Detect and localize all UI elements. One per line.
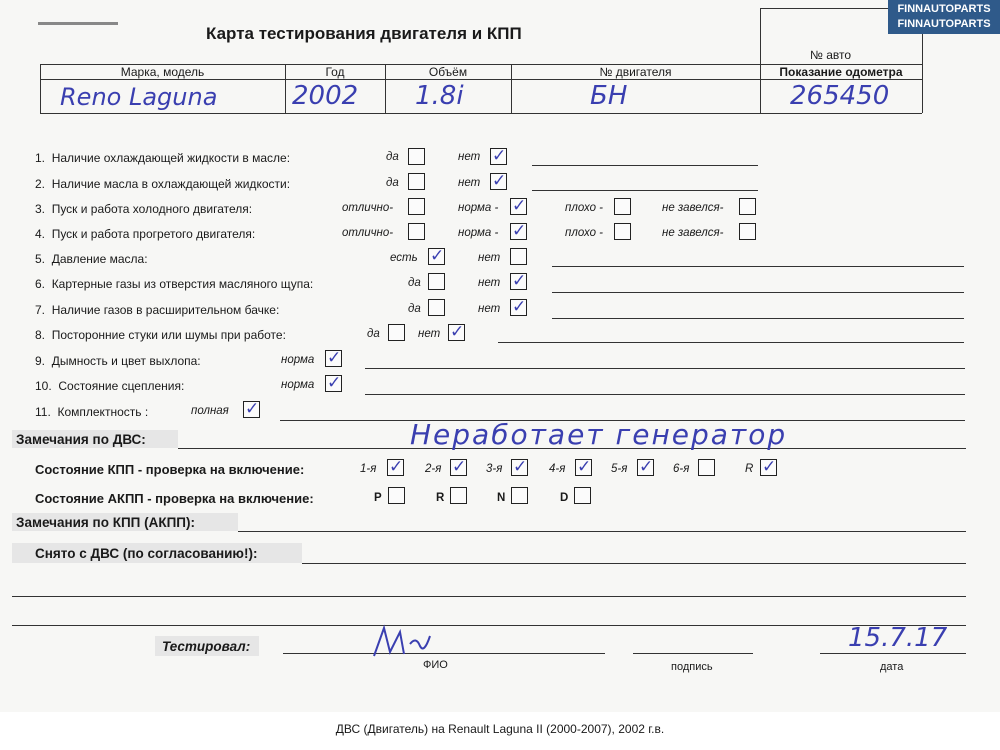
fio-line [283, 653, 605, 654]
checkbox-3-ploho[interactable] [614, 198, 631, 215]
akpp-r-label: R [436, 492, 445, 504]
remark-line [12, 596, 966, 597]
auto-no-label: № авто [810, 48, 852, 62]
gear-5-label: 5-я [611, 463, 628, 475]
item-number: 2. [35, 177, 46, 191]
checkbox-6-da[interactable] [428, 273, 445, 290]
item-8-label [35, 328, 286, 342]
date-line [820, 653, 966, 654]
option-otlichno: отлично- [342, 202, 394, 214]
checkmark: ✓ [450, 322, 465, 342]
engine-no-value: БН [590, 81, 628, 111]
checkbox-5-net[interactable] [510, 248, 527, 265]
checkbox-akpp-d[interactable] [574, 487, 591, 504]
remark-line [532, 165, 758, 166]
option-da: да [386, 151, 399, 163]
gear-6-label: 6-я [673, 463, 690, 475]
form-title: Карта тестирования двигателя и КПП [206, 24, 522, 43]
option-norma: норма [281, 354, 315, 366]
item-number: 8. [35, 328, 46, 342]
date-label: дата [880, 661, 904, 673]
option-ne-zavelsya: не завелся- [662, 227, 724, 239]
akpp-check-label: Состояние АКПП - проверка на включение: [35, 491, 314, 506]
col-odometer-header: Показание одометра [779, 65, 903, 79]
item-number: 11. [35, 405, 51, 419]
watermark-logo [888, 0, 1000, 34]
item-text: Дымность и цвет выхлопа: [51, 354, 201, 368]
option-net: нет [458, 177, 481, 189]
removed-label: Снято с ДВС (по согласованию!): [35, 546, 258, 561]
remark-line [365, 368, 965, 369]
sign-label: подпись [671, 661, 713, 673]
col-model-header: Марка, модель [120, 65, 205, 79]
kpp-remarks-label: Замечания по КПП (АКПП): [16, 515, 195, 530]
checkmark: ✓ [513, 457, 528, 477]
remark-line [12, 625, 966, 626]
checkmark: ✓ [762, 457, 777, 477]
item-text: Наличие охлаждающей жидкости в масле: [51, 151, 291, 165]
remark-line [498, 342, 964, 343]
checkmark: ✓ [430, 246, 445, 266]
option-da: да [386, 177, 399, 189]
option-da: да [367, 328, 380, 340]
gear-4-label: 4-я [549, 463, 566, 475]
item-text: Наличие масла в охлаждающей жидкости: [51, 177, 291, 191]
item-text: Комплектность : [57, 405, 149, 419]
checkmark: ✓ [512, 196, 527, 216]
remark-line [552, 292, 964, 293]
item-number: 7. [35, 303, 46, 317]
item-9-label [35, 354, 201, 368]
option-ploho: плохо - [565, 227, 603, 239]
item-6-label [35, 277, 313, 291]
item-7-label [35, 303, 279, 317]
col-volume-header: Объём [428, 65, 468, 79]
tester-signature [370, 622, 440, 662]
table-bottom-line [40, 113, 922, 114]
option-net: нет [478, 277, 501, 289]
item-text: Давление масла: [51, 252, 148, 266]
akpp-n-label: N [497, 492, 506, 504]
item-text: Картерные газы из отверстия масляного щупа: [51, 277, 314, 291]
checkbox-akpp-n[interactable] [511, 487, 528, 504]
item-11-label [35, 405, 148, 419]
checkmark: ✓ [492, 146, 507, 166]
checkbox-4-ploho[interactable] [614, 223, 631, 240]
item-number: 5. [35, 252, 46, 266]
item-number: 9. [35, 354, 46, 368]
gear-3-label: 3-я [486, 463, 503, 475]
checkbox-1-da[interactable] [408, 148, 425, 165]
checkbox-2-da[interactable] [408, 173, 425, 190]
item-number: 1. [35, 151, 46, 165]
checkmark: ✓ [327, 373, 342, 393]
volume-value: 1.8i [415, 81, 464, 111]
item-text: Посторонние стуки или шумы при работе: [51, 328, 286, 342]
checkbox-gear-6[interactable] [698, 459, 715, 476]
item-number: 4. [35, 227, 46, 241]
remark-line [365, 394, 965, 395]
checkmark: ✓ [327, 348, 342, 368]
option-norma: норма - [458, 202, 499, 214]
option-da: да [408, 303, 421, 315]
auto-box-left [760, 8, 761, 64]
checkmark: ✓ [512, 221, 527, 241]
model-value: Reno Laguna [60, 83, 218, 111]
sheet-mark [38, 22, 118, 25]
item-text: Пуск и работа холодного двигателя: [51, 202, 253, 216]
checkbox-akpp-r[interactable] [450, 487, 467, 504]
item-4-label [35, 227, 255, 241]
option-net: нет [418, 328, 441, 340]
remark-line [532, 190, 758, 191]
option-net: нет [478, 303, 501, 315]
odometer-value: 265450 [790, 81, 890, 111]
option-polnaya: полная [191, 405, 229, 417]
sign-line [633, 653, 753, 654]
option-ploho: плохо - [565, 202, 603, 214]
watermark-line: FINNAUTOPARTS [897, 18, 991, 30]
option-da: да [408, 277, 421, 289]
item-1-label [35, 151, 290, 165]
option-net: нет [478, 252, 501, 264]
item-text: Пуск и работа прогретого двигателя: [51, 227, 256, 241]
remark-line [302, 563, 966, 564]
remark-line [238, 531, 966, 532]
item-3-label [35, 202, 252, 216]
item-number: 3. [35, 202, 46, 216]
checkbox-7-da[interactable] [428, 299, 445, 316]
item-2-label [35, 177, 290, 191]
year-value: 2002 [292, 81, 359, 111]
option-est: есть [390, 252, 418, 264]
checkmark: ✓ [512, 271, 527, 291]
col-year-header: Год [325, 65, 345, 79]
option-otlichno: отлично- [342, 227, 394, 239]
date-value: 15.7.17 [848, 623, 948, 653]
item-number: 10. [35, 379, 52, 393]
option-norma: норма - [458, 227, 499, 239]
kpp-check-label: Состояние КПП - проверка на включение: [35, 462, 305, 477]
checkbox-4-otlichno[interactable] [408, 223, 425, 240]
checkmark: ✓ [245, 399, 260, 419]
remark-line [552, 318, 964, 319]
checkmark: ✓ [452, 457, 467, 477]
checkmark: ✓ [639, 457, 654, 477]
tested-label: Тестировал: [162, 639, 251, 654]
checkbox-8-da[interactable] [388, 324, 405, 341]
remark-line [552, 266, 964, 267]
akpp-d-label: D [560, 492, 569, 504]
checkbox-akpp-p[interactable] [388, 487, 405, 504]
item-text: Состояние сцепления: [58, 379, 185, 393]
option-ne-zavelsya: не завелся- [662, 202, 724, 214]
gear-2-label: 2-я [425, 463, 442, 475]
akpp-p-label: P [374, 492, 382, 504]
item-text: Наличие газов в расширительном бачке: [51, 303, 280, 317]
checkbox-3-ne-zavelsya[interactable] [739, 198, 756, 215]
dvs-remarks-label: Замечания по ДВС: [16, 432, 146, 447]
item-number: 6. [35, 277, 46, 291]
fio-label: ФИО [423, 659, 448, 671]
checkmark: ✓ [512, 297, 527, 317]
watermark-line: FINNAUTOPARTS [897, 3, 991, 15]
item-5-label [35, 252, 148, 266]
table-header-line [40, 79, 922, 80]
gear-r-label: R [745, 463, 754, 475]
dvs-remarks-value: Неработает генератор [410, 418, 788, 451]
col-engine-header: № двигателя [599, 65, 672, 79]
item-10-label [35, 379, 184, 393]
option-net: нет [458, 151, 481, 163]
image-caption: ДВС (Двигатель) на Renault Laguna II (2000-2007), 2002 г.в. [335, 722, 665, 736]
checkmark: ✓ [389, 457, 404, 477]
checkbox-3-otlichno[interactable] [408, 198, 425, 215]
checkmark: ✓ [577, 457, 592, 477]
checkbox-4-ne-zavelsya[interactable] [739, 223, 756, 240]
option-norma: норма [281, 379, 315, 391]
gear-1-label: 1-я [360, 463, 377, 475]
checkmark: ✓ [492, 171, 507, 191]
